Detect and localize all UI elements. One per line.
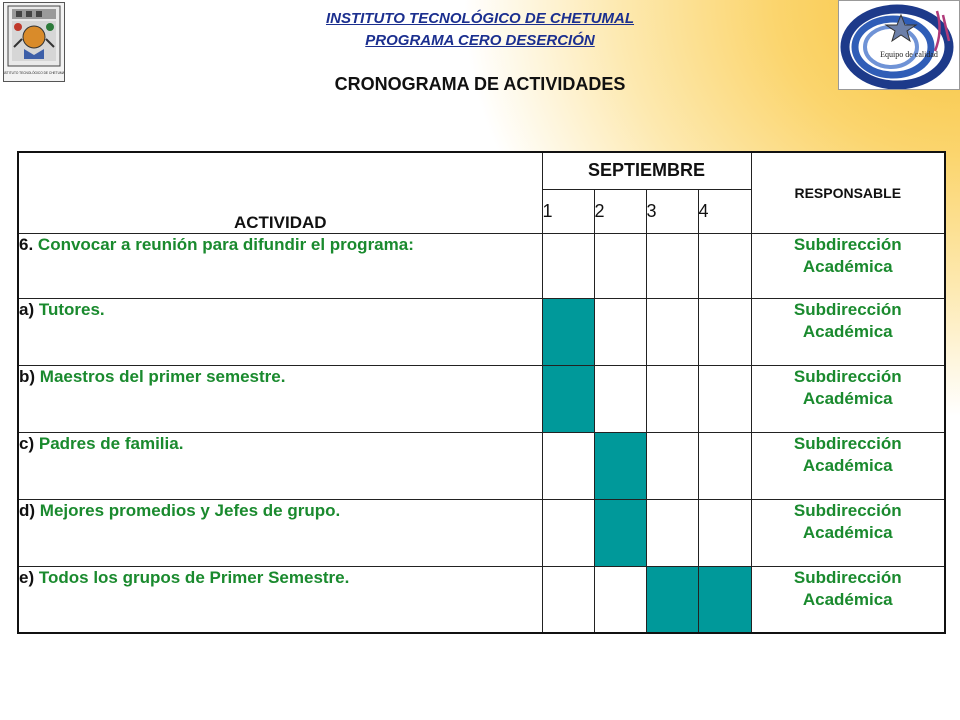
activity-schedule-table bbox=[17, 151, 946, 634]
activity-cell bbox=[18, 365, 542, 432]
week-2-header: 2 bbox=[594, 189, 646, 233]
activity-text: Padres de familia. bbox=[38, 433, 184, 453]
week-4-header: 4 bbox=[698, 189, 751, 233]
week-cell bbox=[698, 499, 751, 566]
week-cell bbox=[542, 499, 594, 566]
activity-cell bbox=[18, 566, 542, 633]
column-header-responsible: RESPONSABLE bbox=[751, 152, 945, 233]
activity-marker: a) bbox=[19, 299, 35, 319]
week-cell bbox=[594, 298, 646, 365]
institution-name[interactable]: INSTITUTO TECNOLÓGICO DE CHETUMAL bbox=[325, 10, 635, 27]
column-header-activity: ACTIVIDAD bbox=[18, 152, 542, 233]
quality-team-logo bbox=[838, 0, 960, 90]
activity-marker: b) bbox=[19, 366, 36, 386]
responsible-cell: Subdirección Académica bbox=[751, 233, 945, 298]
week-cell bbox=[594, 566, 646, 633]
activity-cell bbox=[18, 298, 542, 365]
week-cell bbox=[594, 365, 646, 432]
responsible-cell: Subdirección Académica bbox=[751, 365, 945, 432]
responsible-cell: Subdirección Académica bbox=[751, 298, 945, 365]
week-cell bbox=[646, 298, 698, 365]
week-cell bbox=[646, 432, 698, 499]
week-cell-scheduled bbox=[542, 365, 594, 432]
week-cell bbox=[542, 233, 594, 298]
week-cell bbox=[594, 233, 646, 298]
table-row bbox=[18, 566, 945, 633]
activity-cell bbox=[18, 432, 542, 499]
institute-logo bbox=[3, 2, 65, 82]
activity-text: Tutores. bbox=[38, 299, 105, 319]
activity-marker: e) bbox=[19, 567, 35, 587]
institute-logo-caption: INSTITUTO TECNOLÓGICO DE CHETUMAL bbox=[4, 71, 64, 75]
activity-text: Mejores promedios y Jefes de grupo. bbox=[39, 500, 341, 520]
table-row bbox=[18, 365, 945, 432]
page-title: CRONOGRAMA DE ACTIVIDADES bbox=[334, 74, 626, 94]
week-cell-scheduled bbox=[594, 499, 646, 566]
responsible-cell: Subdirección Académica bbox=[751, 566, 945, 633]
week-cell bbox=[646, 499, 698, 566]
week-cell-scheduled bbox=[698, 566, 751, 633]
slide-header bbox=[0, 0, 960, 110]
responsible-cell: Subdirección Académica bbox=[751, 499, 945, 566]
week-3-header: 3 bbox=[646, 189, 698, 233]
activity-marker: c) bbox=[19, 433, 35, 453]
week-1-header: 1 bbox=[542, 189, 594, 233]
week-cell bbox=[646, 365, 698, 432]
activity-text: Todos los grupos de Primer Semestre. bbox=[38, 567, 350, 587]
week-cell bbox=[542, 566, 594, 633]
week-cell-scheduled bbox=[542, 298, 594, 365]
week-cell bbox=[698, 298, 751, 365]
table-row bbox=[18, 432, 945, 499]
table-row bbox=[18, 233, 945, 298]
week-cell-scheduled bbox=[594, 432, 646, 499]
activity-marker: d) bbox=[19, 500, 36, 520]
program-name[interactable]: PROGRAMA CERO DESERCIÓN bbox=[365, 32, 595, 49]
quality-team-caption: Equipo de calidad bbox=[880, 50, 938, 59]
table-row bbox=[18, 499, 945, 566]
week-cell bbox=[698, 365, 751, 432]
column-header-month: SEPTIEMBRE bbox=[542, 152, 751, 189]
activity-cell bbox=[18, 233, 542, 298]
activity-text: Convocar a reunión para difundir el programa: bbox=[37, 234, 414, 254]
week-cell bbox=[646, 233, 698, 298]
week-cell-scheduled bbox=[646, 566, 698, 633]
table-row bbox=[18, 298, 945, 365]
activity-cell bbox=[18, 499, 542, 566]
week-cell bbox=[698, 233, 751, 298]
activity-marker: 6. bbox=[19, 234, 34, 254]
responsible-cell: Subdirección Académica bbox=[751, 432, 945, 499]
week-cell bbox=[698, 432, 751, 499]
table-header-row bbox=[18, 152, 945, 189]
week-cell bbox=[542, 432, 594, 499]
activity-text: Maestros del primer semestre. bbox=[39, 366, 286, 386]
